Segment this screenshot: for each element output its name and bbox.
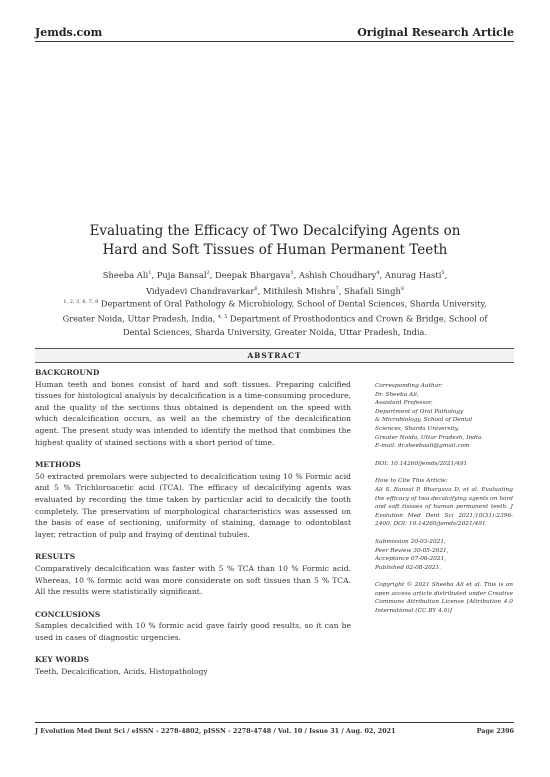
section-heading: METHODS bbox=[35, 460, 81, 470]
author-name: Vidyadevi Chandravarkar bbox=[145, 285, 255, 296]
citation-label: How to Cite This Article: bbox=[375, 478, 448, 485]
date-submission: Submission 20-03-2021, bbox=[375, 538, 446, 545]
affiliations bbox=[55, 296, 495, 340]
affil-sup: 1, 2, 3, 6, 7, 8 bbox=[63, 299, 99, 305]
author-name: Shafali Singh bbox=[344, 285, 401, 296]
author-sup: 1 bbox=[148, 270, 152, 276]
author-name: Mithilesh Mishra bbox=[262, 285, 336, 296]
article-title bbox=[60, 222, 490, 260]
abstract-main bbox=[35, 367, 351, 689]
section-body: Teeth, Decalcification, Acids, Histopathology bbox=[35, 667, 208, 677]
date-acceptance: Acceptance 07-06-2021, bbox=[375, 556, 447, 563]
affil-sup: 4, 5 bbox=[217, 314, 228, 321]
affil-text: Department of Oral Pathology & Microbiology, School of Dental Sciences, Sharda University, Greater Noida, Uttar Pradesh, India, bbox=[62, 298, 487, 324]
date-published: Published 02-08-2021. bbox=[375, 564, 442, 571]
date-review: Peer Review 30-05-2021, bbox=[375, 547, 449, 554]
corresponding-label: Corresponding Author: bbox=[375, 383, 443, 389]
author-name: Deepak Bhargava bbox=[215, 269, 291, 280]
article-dates bbox=[375, 538, 513, 572]
section-body: Human teeth and bones consist of hard and soft tissues. Preparing calcified tissues for histological analysis by decalcification is a time-consuming procedure, and the quality of the sections thus obtained is dependent on the speed with which decalcification occurs, as well as the chemistry of the decalcification agent. The present study was intended to identify the method that combines the highest quality of stained sections with a short period of time. bbox=[35, 379, 351, 447]
page-number: Page 2396 bbox=[476, 727, 514, 735]
corresponding-author bbox=[375, 382, 513, 451]
author-sup: 8 bbox=[400, 285, 405, 292]
affil-text: Department of Prosthodontics and Crown & Bridge, School of Dental Sciences, Sharda University, Greater Noida, Uttar Pradesh, India. bbox=[123, 313, 488, 338]
author-name: Ashish Choudhary bbox=[298, 269, 377, 280]
author-sup: 4 bbox=[376, 270, 380, 276]
section-results bbox=[35, 551, 351, 597]
footer-rule bbox=[35, 722, 514, 723]
citation-body: Ali S, Bansal P, Bhargava D, et al. Evaluating the efficacy of two decalcifying agents on hard and soft tissues of human permanent teeth. J Evolution Med Dent Sci 2021;10(31):2396-2400, DOI: 10.14260/jemds/2021/491 bbox=[375, 486, 513, 528]
section-body: 50 extracted premolars were subjected to decalcification using 10 % Formic acid and 5 % Trichloroacetic acid (TCA). The efficacy of decalcifying agents was evaluated by recording the time taken by particular acid to decalcify the tooth completely. The preservation of morphological characteristics was assessed on the basis of ease of sectioning, uniformity of staining, damage to odontoblast layer, retraction of pulp and fraying of dentinal tubules. bbox=[35, 471, 351, 539]
article-sidebar bbox=[375, 382, 513, 625]
author-sup: 5 bbox=[441, 270, 445, 276]
title-line-2: Hard and Soft Tissues of Human Permanent Teeth bbox=[102, 242, 448, 258]
author-list bbox=[60, 266, 490, 298]
author-sup: 2 bbox=[206, 270, 210, 276]
section-heading: KEY WORDS bbox=[35, 655, 89, 665]
section-heading: RESULTS bbox=[35, 552, 76, 562]
section-keywords bbox=[35, 654, 351, 677]
corresponding-place: Greater Noida, Uttar Pradesh, India. bbox=[375, 434, 484, 441]
section-heading: BACKGROUND bbox=[35, 368, 100, 377]
corresponding-email[interactable]: E-mail: dr.sheebaali@gmail.com bbox=[375, 443, 470, 450]
corresponding-dept: & Microbiology, School of Dental bbox=[375, 417, 473, 424]
abstract-bar: ABSTRACT bbox=[35, 348, 514, 363]
citation bbox=[375, 477, 513, 529]
author-sup: 3 bbox=[290, 270, 294, 276]
corresponding-role: Assistant Professor, bbox=[375, 400, 433, 407]
author-line-1: Sheeba Ali$^1$, Puja Bansal$^2$, Deepak Bhargava$^3$, Ashish Choudhary$^4$, Anurag Hasti$^5$, bbox=[102, 269, 448, 280]
footer-journal: J Evolution Med Dent Sci / eISSN - 2278-4802, pISSN - 2278-4748 / Vol. 10 / Issue 31 / Aug. 02, 2021 bbox=[35, 727, 396, 735]
doi[interactable]: DOI: 10.14260/jemds/2021/491 bbox=[375, 460, 468, 467]
corresponding-dept: Department of Oral Pathology bbox=[375, 408, 464, 415]
section-conclusions bbox=[35, 609, 351, 644]
section-body: Samples decalcified with 10 % formic acid gave fairly good results, so it can be used in cases of diagnostic urgencies. bbox=[35, 621, 351, 642]
author-line-2: Vidyadevi Chandravarkar$^6$, Mithilesh Mishra$^7$, Shafali Singh$^8$ bbox=[145, 285, 405, 296]
copyright: Copyright © 2021 Sheeba Ali et al. This is an open access article distributed under Creative Commons Attribution License [Attribution 4.0 International (CC BY 4.0)] bbox=[375, 582, 513, 615]
section-background bbox=[35, 367, 351, 448]
corresponding-dept: Sciences, Sharda University, bbox=[375, 425, 459, 432]
corresponding-name: Dr. Sheeba Ali, bbox=[375, 391, 419, 398]
title-line-1: Evaluating the Efficacy of Two Decalcifying Agents on bbox=[89, 223, 461, 239]
section-body: Comparatively decalcification was faster with 5 % TCA than 10 % Formic acid. Whereas, 10 % formic acid was more considerate on soft tissues than 5 % TCA. All the results were statistically significant. bbox=[35, 563, 351, 597]
author-sup: 6 bbox=[254, 285, 258, 292]
author-name: Anurag Hasti bbox=[384, 269, 442, 280]
section-heading: CONCLUSIONS bbox=[35, 609, 101, 619]
author-name: Sheeba Ali bbox=[102, 269, 149, 280]
author-sup: 7 bbox=[335, 285, 339, 292]
article-type: Original Research Article bbox=[357, 26, 514, 39]
journal-site: Jemds.com bbox=[35, 26, 103, 39]
author-name: Puja Bansal bbox=[156, 269, 207, 280]
header-rule bbox=[35, 41, 514, 42]
section-methods bbox=[35, 459, 351, 540]
